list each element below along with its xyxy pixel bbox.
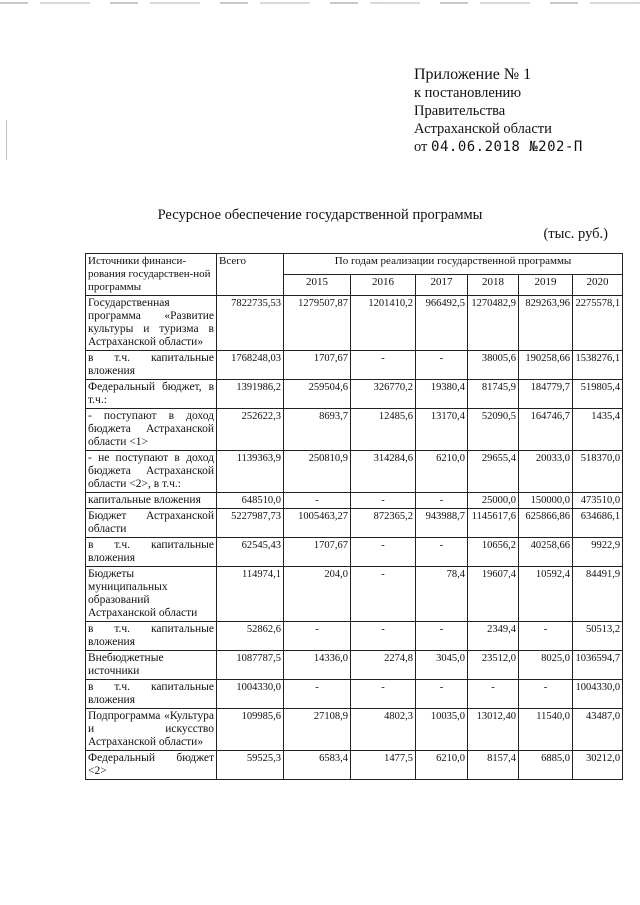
row-source: в т.ч. капитальные вложения bbox=[86, 538, 217, 567]
row-value-2016: - bbox=[351, 567, 416, 622]
row-value-2019: 20033,0 bbox=[519, 451, 573, 493]
row-value-2018: 1270482,9 bbox=[468, 296, 519, 351]
row-value-2017: 6210,0 bbox=[416, 451, 468, 493]
table-row bbox=[86, 751, 623, 780]
appendix-date: 04.06.2018 №202-П bbox=[431, 139, 583, 155]
row-value-2020: 518370,0 bbox=[573, 451, 623, 493]
header-year-2019: 2019 bbox=[519, 275, 573, 296]
row-source: Федеральный бюджет <2> bbox=[86, 751, 217, 780]
appendix-date-line bbox=[414, 138, 583, 156]
row-value-2017: 13170,4 bbox=[416, 409, 468, 451]
row-value-2017: 943988,7 bbox=[416, 509, 468, 538]
row-value-2019: 150000,0 bbox=[519, 493, 573, 509]
table-row bbox=[86, 380, 623, 409]
row-value-2017: - bbox=[416, 622, 468, 651]
row-source: Бюджет Астраханской области bbox=[86, 509, 217, 538]
row-value-2015: - bbox=[284, 622, 351, 651]
table-header-row bbox=[86, 254, 623, 275]
table-row bbox=[86, 651, 623, 680]
row-value-2020: 1435,4 bbox=[573, 409, 623, 451]
row-source: - поступают в доход бюджета Астраханской области <1> bbox=[86, 409, 217, 451]
table-row bbox=[86, 509, 623, 538]
row-value-2016: 1201410,2 bbox=[351, 296, 416, 351]
row-source: в т.ч. капитальные вложения bbox=[86, 351, 217, 380]
row-value-2018: 13012,40 bbox=[468, 709, 519, 751]
row-value-2016: - bbox=[351, 680, 416, 709]
row-value-2018: 25000,0 bbox=[468, 493, 519, 509]
row-value-2016: - bbox=[351, 622, 416, 651]
row-value-2020: 84491,9 bbox=[573, 567, 623, 622]
row-value-2016: 1477,5 bbox=[351, 751, 416, 780]
row-value-2019: 164746,7 bbox=[519, 409, 573, 451]
row-value-2019: 184779,7 bbox=[519, 380, 573, 409]
header-total: Всего bbox=[217, 254, 284, 296]
row-total: 1391986,2 bbox=[217, 380, 284, 409]
table-row bbox=[86, 351, 623, 380]
row-value-2015: 1005463,27 bbox=[284, 509, 351, 538]
row-value-2019: 6885,0 bbox=[519, 751, 573, 780]
header-year-2015: 2015 bbox=[284, 275, 351, 296]
row-value-2018: 2349,4 bbox=[468, 622, 519, 651]
scan-margin-mark bbox=[6, 120, 7, 160]
row-value-2016: - bbox=[351, 538, 416, 567]
scan-artifact-line bbox=[0, 2, 640, 4]
row-value-2019: 625866,86 bbox=[519, 509, 573, 538]
row-total: 1139363,9 bbox=[217, 451, 284, 493]
row-value-2016: - bbox=[351, 493, 416, 509]
row-total: 1004330,0 bbox=[217, 680, 284, 709]
row-source: Внебюджетные источники bbox=[86, 651, 217, 680]
resource-table bbox=[85, 253, 623, 780]
row-value-2019: 10592,4 bbox=[519, 567, 573, 622]
row-total: 52862,6 bbox=[217, 622, 284, 651]
table-row bbox=[86, 567, 623, 622]
table-row bbox=[86, 451, 623, 493]
row-value-2016: 314284,6 bbox=[351, 451, 416, 493]
row-value-2015: 8693,7 bbox=[284, 409, 351, 451]
row-total: 1087787,5 bbox=[217, 651, 284, 680]
row-value-2020: 473510,0 bbox=[573, 493, 623, 509]
row-value-2019: 11540,0 bbox=[519, 709, 573, 751]
row-value-2020: 1004330,0 bbox=[573, 680, 623, 709]
row-total: 109985,6 bbox=[217, 709, 284, 751]
unit-label: (тыс. руб.) bbox=[543, 226, 608, 242]
row-source: Бюджеты муниципальных образований Астраханской области bbox=[86, 567, 217, 622]
row-total: 1768248,03 bbox=[217, 351, 284, 380]
row-source: - не поступают в доход бюджета Астраханской области <2>, в т.ч.: bbox=[86, 451, 217, 493]
row-value-2017: 10035,0 bbox=[416, 709, 468, 751]
table-row bbox=[86, 409, 623, 451]
row-source: Подпрограмма «Культура и искусство Астраханской области» bbox=[86, 709, 217, 751]
table-row bbox=[86, 493, 623, 509]
row-source: в т.ч. капитальные вложения bbox=[86, 622, 217, 651]
row-total: 62545,43 bbox=[217, 538, 284, 567]
row-value-2020: 634686,1 bbox=[573, 509, 623, 538]
row-value-2019: 40258,66 bbox=[519, 538, 573, 567]
row-value-2019: 829263,96 bbox=[519, 296, 573, 351]
row-value-2015: 14336,0 bbox=[284, 651, 351, 680]
row-value-2015: 250810,9 bbox=[284, 451, 351, 493]
row-value-2017: - bbox=[416, 351, 468, 380]
row-value-2017: 19380,4 bbox=[416, 380, 468, 409]
row-value-2015: 1279507,87 bbox=[284, 296, 351, 351]
row-value-2017: - bbox=[416, 538, 468, 567]
appendix-number: Приложение № 1 bbox=[414, 66, 532, 83]
row-value-2020: 30212,0 bbox=[573, 751, 623, 780]
header-year-2016: 2016 bbox=[351, 275, 416, 296]
header-source: Источники финанси-рования государствен-ной программы bbox=[86, 254, 217, 296]
row-total: 114974,1 bbox=[217, 567, 284, 622]
row-value-2017: - bbox=[416, 493, 468, 509]
row-value-2020: 1036594,7 bbox=[573, 651, 623, 680]
row-value-2020: 43487,0 bbox=[573, 709, 623, 751]
row-value-2018: 81745,9 bbox=[468, 380, 519, 409]
header-years-group: По годам реализации государственной программы bbox=[284, 254, 623, 275]
row-value-2015: 27108,9 bbox=[284, 709, 351, 751]
row-value-2015: 1707,67 bbox=[284, 351, 351, 380]
row-value-2018: 1145617,6 bbox=[468, 509, 519, 538]
row-value-2016: 2274,8 bbox=[351, 651, 416, 680]
appendix-line-government: Правительства bbox=[414, 103, 506, 119]
row-value-2015: - bbox=[284, 680, 351, 709]
row-value-2020: 519805,4 bbox=[573, 380, 623, 409]
row-value-2018: 29655,4 bbox=[468, 451, 519, 493]
table-row bbox=[86, 680, 623, 709]
row-value-2020: 9922,9 bbox=[573, 538, 623, 567]
row-value-2019: - bbox=[519, 622, 573, 651]
row-value-2017: 6210,0 bbox=[416, 751, 468, 780]
row-value-2018: 52090,5 bbox=[468, 409, 519, 451]
row-value-2017: - bbox=[416, 680, 468, 709]
row-total: 5227987,73 bbox=[217, 509, 284, 538]
row-value-2019: - bbox=[519, 680, 573, 709]
row-value-2019: 8025,0 bbox=[519, 651, 573, 680]
row-value-2017: 78,4 bbox=[416, 567, 468, 622]
row-value-2016: 872365,2 bbox=[351, 509, 416, 538]
appendix-line-region: Астраханской области bbox=[414, 121, 552, 137]
row-source: в т.ч. капитальные вложения bbox=[86, 680, 217, 709]
row-value-2018: 10656,2 bbox=[468, 538, 519, 567]
appendix-date-prefix: от bbox=[414, 139, 428, 155]
row-value-2016: 12485,6 bbox=[351, 409, 416, 451]
row-value-2016: - bbox=[351, 351, 416, 380]
row-total: 59525,3 bbox=[217, 751, 284, 780]
row-value-2015: 6583,4 bbox=[284, 751, 351, 780]
row-total: 7822735,53 bbox=[217, 296, 284, 351]
header-year-2018: 2018 bbox=[468, 275, 519, 296]
row-value-2020: 2275578,1 bbox=[573, 296, 623, 351]
row-value-2018: - bbox=[468, 680, 519, 709]
row-value-2018: 8157,4 bbox=[468, 751, 519, 780]
row-total: 648510,0 bbox=[217, 493, 284, 509]
table-row bbox=[86, 296, 623, 351]
row-source: Государственная программа «Развитие культуры и туризма в Астраханской области» bbox=[86, 296, 217, 351]
row-value-2018: 38005,6 bbox=[468, 351, 519, 380]
row-value-2018: 23512,0 bbox=[468, 651, 519, 680]
document-title: Ресурсное обеспечение государственной программы bbox=[157, 207, 483, 223]
row-value-2015: 204,0 bbox=[284, 567, 351, 622]
row-value-2016: 4802,3 bbox=[351, 709, 416, 751]
row-value-2015: 259504,6 bbox=[284, 380, 351, 409]
row-source: Федеральный бюджет, в т.ч.: bbox=[86, 380, 217, 409]
row-value-2015: - bbox=[284, 493, 351, 509]
table-row bbox=[86, 709, 623, 751]
header-year-2020: 2020 bbox=[573, 275, 623, 296]
row-value-2020: 50513,2 bbox=[573, 622, 623, 651]
row-value-2018: 19607,4 bbox=[468, 567, 519, 622]
table-row bbox=[86, 538, 623, 567]
row-value-2020: 1538276,1 bbox=[573, 351, 623, 380]
row-value-2017: 966492,5 bbox=[416, 296, 468, 351]
table-row bbox=[86, 622, 623, 651]
row-source: капитальные вложения bbox=[86, 493, 217, 509]
header-year-2017: 2017 bbox=[416, 275, 468, 296]
row-value-2017: 3045,0 bbox=[416, 651, 468, 680]
row-value-2016: 326770,2 bbox=[351, 380, 416, 409]
row-total: 252622,3 bbox=[217, 409, 284, 451]
row-value-2015: 1707,67 bbox=[284, 538, 351, 567]
row-value-2019: 190258,66 bbox=[519, 351, 573, 380]
appendix-line-resolution: к постановлению bbox=[414, 85, 522, 101]
appendix-block bbox=[414, 66, 583, 156]
